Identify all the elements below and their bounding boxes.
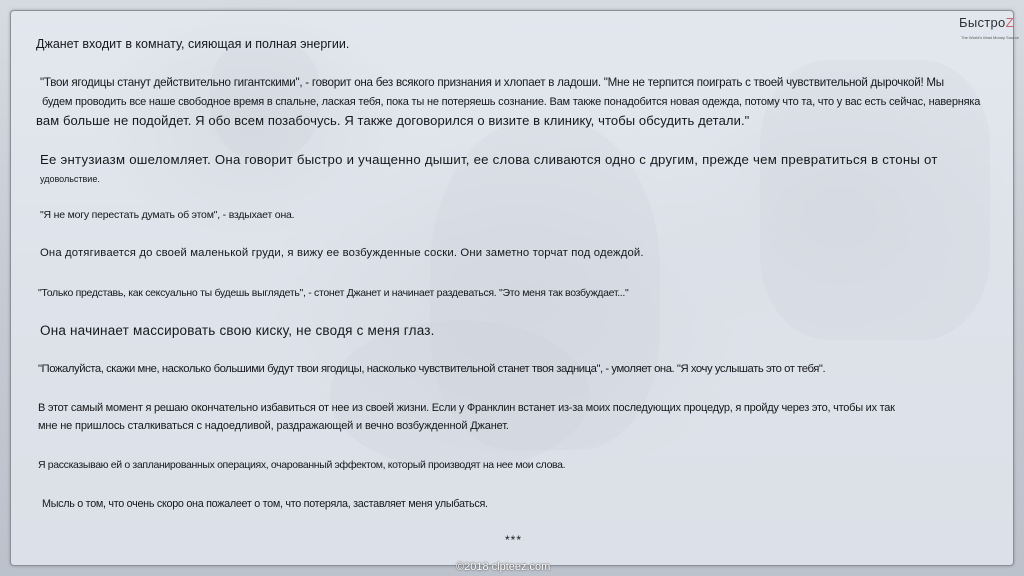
paragraph-8: "Пожалуйста, скажи мне, насколько большими будут твои ягодицы, насколько чувствительной станет твоя задница", - умоляет она. "Я хочу услышать это от тебя".: [38, 363, 826, 375]
paragraph-2-line-3: вам больше не подойдет. Я обо всем позабочусь. Я также договорился о визите в клинику, чтобы обсудить детали.": [36, 113, 750, 128]
paragraph-7: Она начинает массировать свою киску, не сводя с меня глаз.: [40, 323, 435, 338]
logo-tagline: The World's Most Money Source: [961, 35, 1019, 40]
paragraph-3-line-1: Ее энтузиазм ошеломляет. Она говорит быстро и учащенно дышит, ее слова сливаются одно с другим, прежде чем превратиться в стоны от: [40, 152, 938, 167]
logo: [959, 15, 1019, 41]
logo-name-accent: Z: [1005, 15, 1014, 30]
copyright-watermark: ©2018 clpteez.com: [456, 561, 551, 573]
logo-name: [959, 15, 1014, 30]
logo-name-main: Быстро: [959, 15, 1006, 30]
paragraph-9-line-2: мне не пришлось сталкиваться с надоедливой, раздражающей и вечно возбужденной Джанет.: [38, 420, 509, 432]
paragraph-5: Она дотягивается до своей маленькой груди, я вижу ее возбужденные соски. Они заметно торчат под одеждой.: [40, 247, 644, 259]
paragraph-4: "Я не могу перестать думать об этом", - вздыхает она.: [40, 209, 295, 221]
section-divider-stars: ***: [505, 533, 523, 547]
paragraph-1: Джанет входит в комнату, сияющая и полная энергии.: [36, 37, 350, 51]
paragraph-2-line-2: будем проводить все наше свободное время в спальне, лаская тебя, пока ты не потеряешь сознание. Вам также понадобится новая одежда, потому что та, что у вас есть сейчас, наверняка: [42, 96, 981, 108]
paragraph-2-line-1: "Твои ягодицы станут действительно гигантскими", - говорит она без всякого признания и хлопает в ладоши. "Мне не терпится поиграть с твоей чувствительной дырочкой! Мы: [40, 76, 944, 89]
paragraph-9-line-1: В этот самый момент я решаю окончательно избавиться от нее из своей жизни. Если у Франклин встанет из-за моих последующих процедур, я пройду через это, чтобы их так: [38, 402, 895, 414]
paragraph-11: Мысль о том, что очень скоро она пожалеет о том, что потеряла, заставляет меня улыбаться.: [42, 498, 488, 510]
paragraph-3-line-2: удовольствие.: [40, 174, 100, 184]
paragraph-6: "Только представь, как сексуально ты будешь выглядеть", - стонет Джанет и начинает раздеваться. "Это меня так возбуждает...": [38, 287, 629, 299]
paragraph-10: Я рассказываю ей о запланированных операциях, очарованный эффектом, который производят на нее мои слова.: [38, 459, 566, 471]
